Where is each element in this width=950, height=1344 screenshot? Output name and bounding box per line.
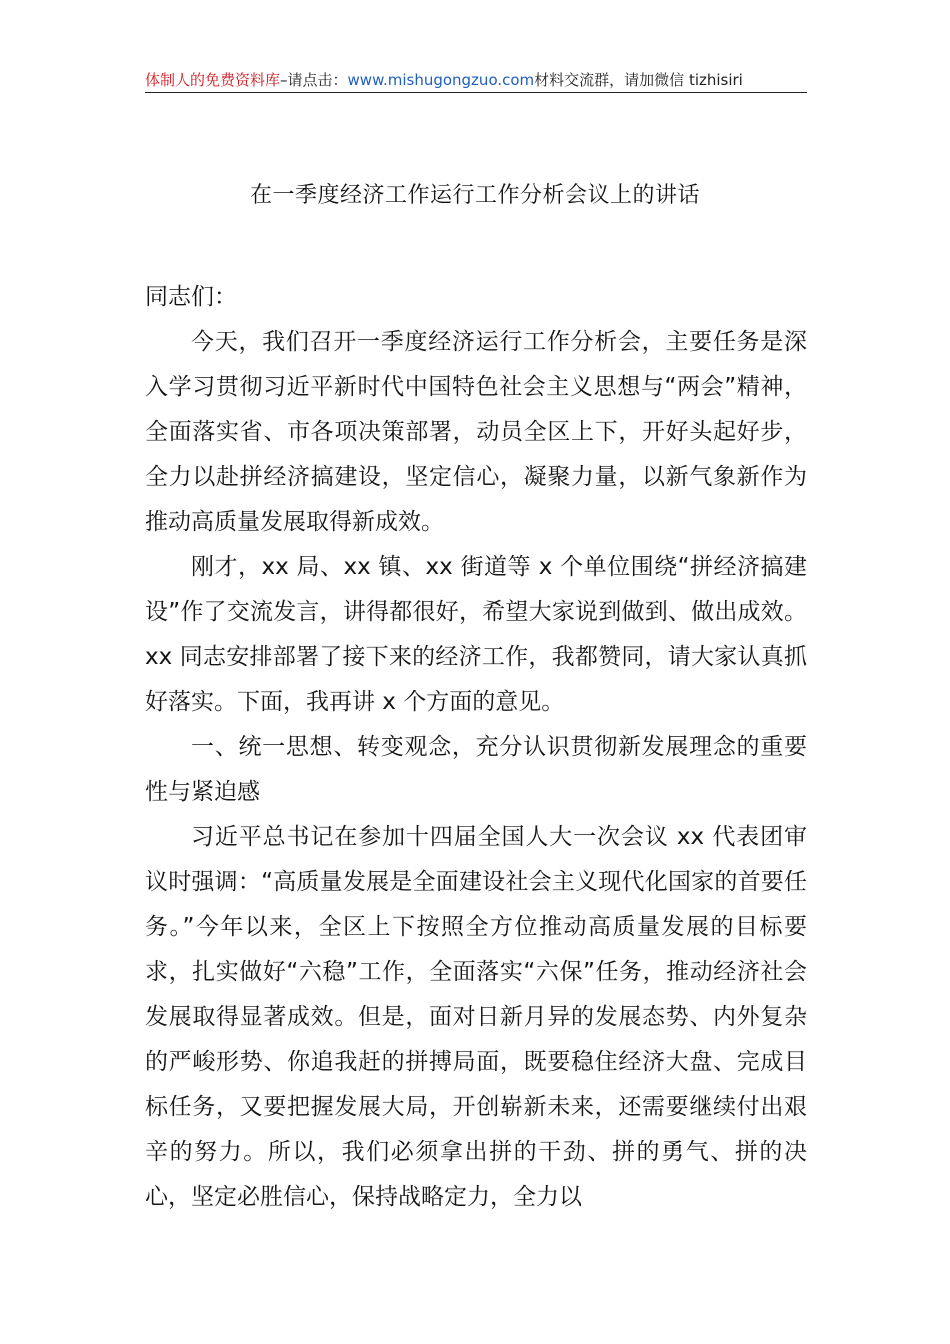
header-prompt-text: –请点击：	[280, 71, 348, 89]
document-body	[145, 275, 807, 1220]
paragraph-exchange: 刚才，xx 局、xx 镇、xx 街道等 x 个单位围绕“拼经济搞建设”作了交流发言，讲得都很好，希望大家说到做到、做出成效。xx 同志安排部署了接下来的经济工作，我都赞同，请大家认真抓好落实。下面，我再讲 x 个方面的意见。	[145, 554, 807, 715]
section-heading-1: 一、统一思想、转变观念，充分认识贯彻新发展理念的重要性与紧迫感	[145, 734, 807, 805]
paragraph-section-1: 习近平总书记在参加十四届全国人大一次会议 xx 代表团审议时强调：“高质量发展是全面建设社会主义现代化国家的首要任务。”今年以来，全区上下按照全方位推动高质量发展的目标要求，扎实做好“六稳”工作，全面落实“六保”任务，推动经济社会发展取得显著成效。但是，面对日新月异的发展态势、内外复杂的严峻形势、你追我赶的拼搏局面，既要稳住经济大盘、完成目标任务，又要把握发展大局，开创崭新未来，还需要继续付出艰辛的努力。所以，我们必须拿出拼的干劲、拼的勇气、拼的决心，坚定必胜信心，保持战略定力，全力以	[145, 824, 807, 1210]
page-header-banner	[145, 68, 807, 93]
header-url-link[interactable]: www.mishugongzuo.com	[347, 71, 535, 89]
paragraph-opening: 今天，我们召开一季度经济运行工作分析会，主要任务是深入学习贯彻习近平新时代中国特色社会主义思想与“两会”精神，全面落实省、市各项决策部署，动员全区上下，开好头起好步，全力以赴拼经济搞建设，坚定信心，凝聚力量，以新气象新作为推动高质量发展取得新成效。	[145, 329, 807, 535]
header-tail-text: 材料交流群，请加微信 tizhisiri	[534, 71, 743, 89]
salutation: 同志们：	[145, 284, 237, 310]
header-brand-text: 体制人的免费资料库	[145, 71, 281, 89]
document-title: 在一季度经济工作运行工作分析会议上的讲话	[249, 183, 700, 208]
